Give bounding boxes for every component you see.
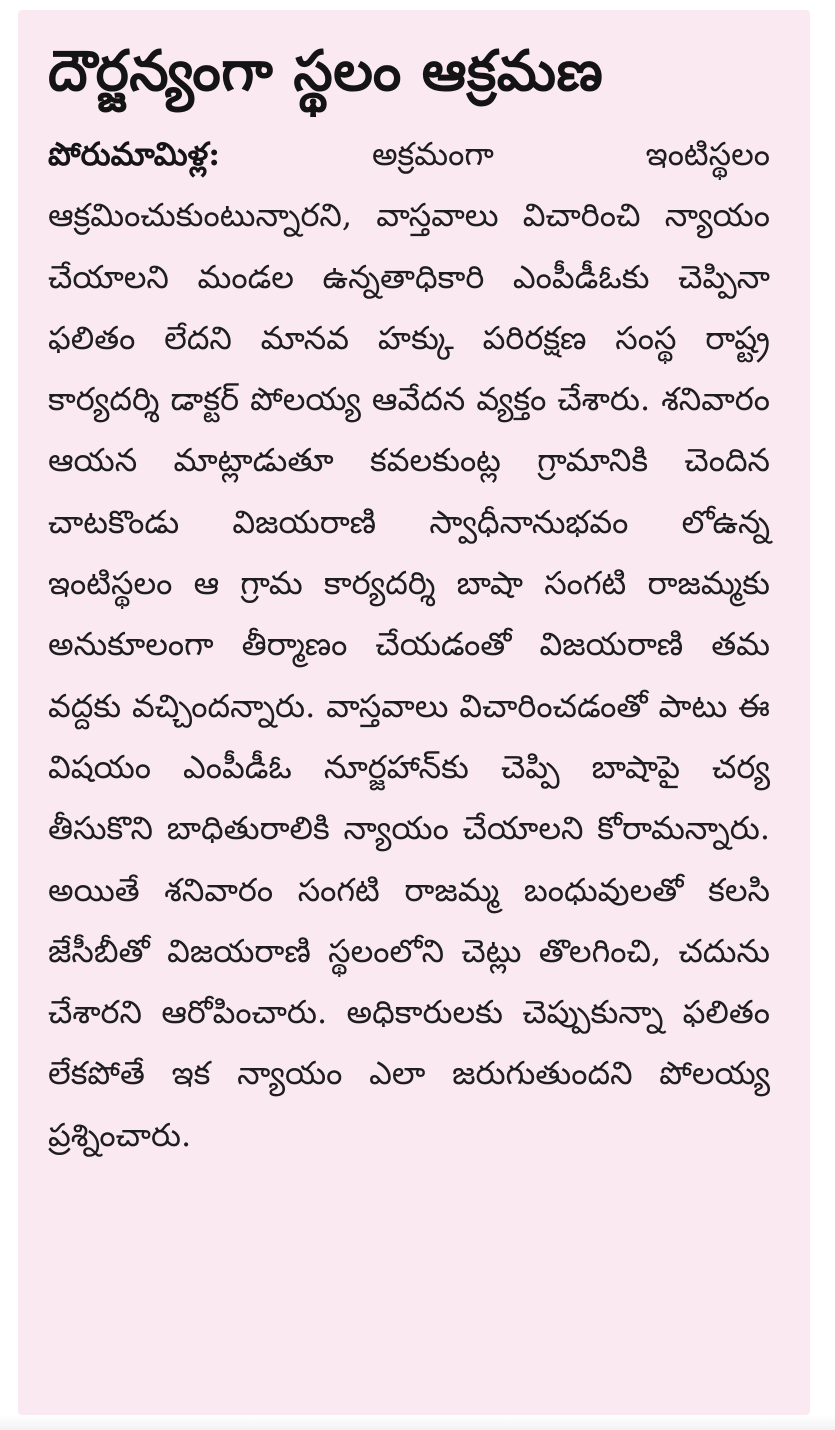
previous-clip-edge: [0, 0, 835, 10]
article-text: అక్రమంగా ఇంటిస్థలం ఆక్రమించుకుంటున్నారని, వాస్తవాలు విచారించి న్యాయం చేయాలని మండల ఉన్నతాధికారి ఎంపీడీఓకు చెప్పినా ఫలితం లేదని మానవ హక్కు పరిరక్షణ సంస్థ రాష్ట్ర కార్యదర్శి డాక్టర్ పోలయ్య ఆవేదన వ్యక్తం చేశారు. శనివారం ఆయన మాట్లాడుతూ కవలకుంట్ల గ్రామానికి చెందిన చాటకొండు విజయరాణి స్వాధీనానుభవం లోఉన్న ఇంటిస్థలం ఆ గ్రామ కార్యదర్శి బాషా సంగటి రాజమ్మకు అనుకూలంగా తీర్మాణం చేయడంతో విజయరాణి తమ వద్దకు వచ్చిందన్నారు. వాస్తవాలు విచారించడంతో పాటు ఈ విషయం ఎంపీడీఓ నూర్జహాన్‌కు చెప్పి బాషాపై చర్య తీసుకొని బాధితురాలికి న్యాయం చేయాలని కోరామన్నారు. అయితే శనివారం సంగటి రాజమ్మ బంధువులతో కలసి జేసీబీతో విజయరాణి స్థలంలోని చెట్లు తొలగించి, చదును చేశారని ఆరోపించారు. అధికారులకు చెప్పుకున్నా ఫలితం లేకపోతే ఇక న్యాయం ఎలా జరుగుతుందని పోలయ్య ప్రశ్నించారు.: [48, 135, 770, 1154]
article-headline: దౌర్జన్యంగా స్థలం ఆక్రమణ: [48, 39, 604, 104]
article-dateline: పోరుమామిళ్ల:: [48, 135, 221, 173]
article-body: [48, 124, 770, 1166]
news-clipping: [18, 10, 810, 1415]
next-clip-edge: [0, 1415, 835, 1430]
